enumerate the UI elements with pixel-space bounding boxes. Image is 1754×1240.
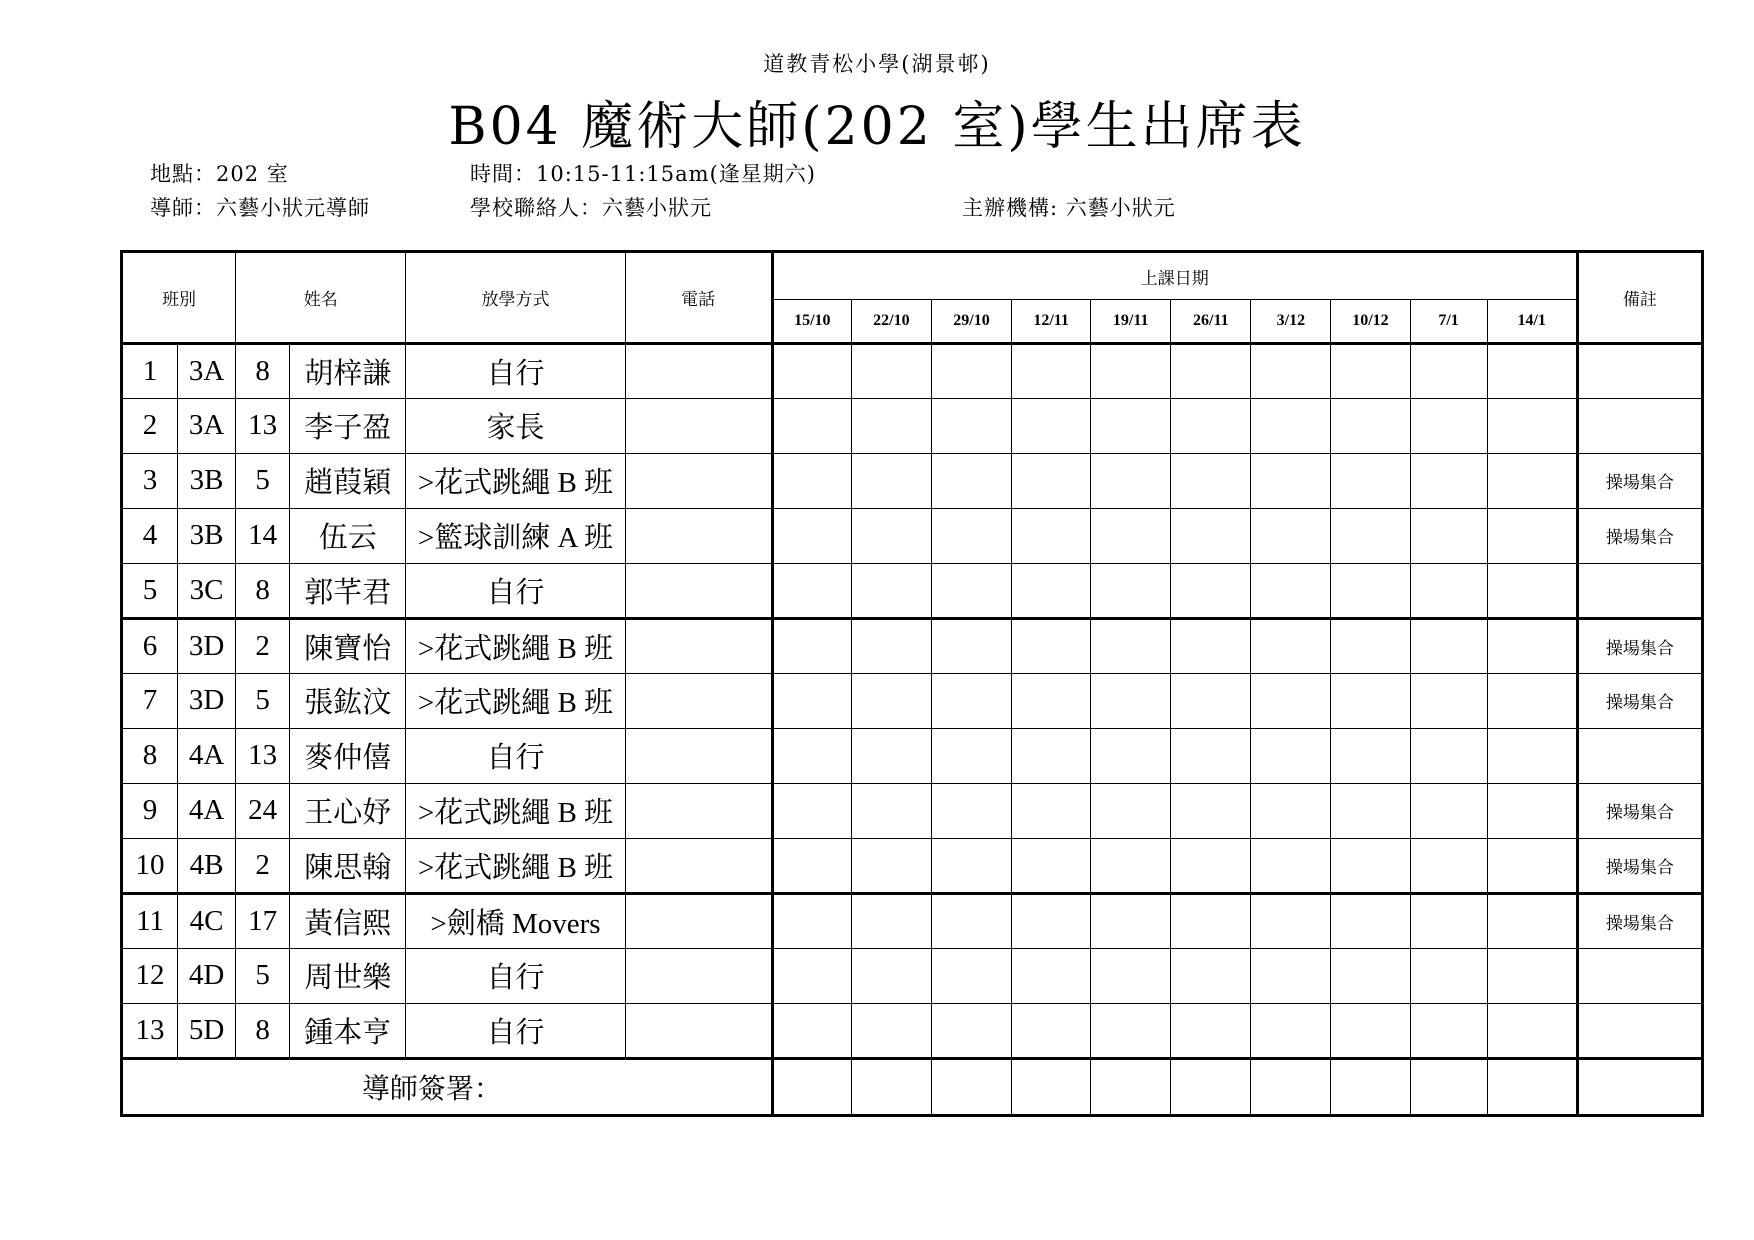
attendance-cell: [1251, 344, 1331, 399]
attendance-cell: [1331, 948, 1410, 1003]
student-class-number: 8: [236, 1003, 290, 1058]
attendance-cell: [851, 893, 931, 948]
attendance-cell: [1171, 893, 1251, 948]
attendance-cell: [1091, 508, 1171, 563]
header-class: 班別: [122, 252, 236, 344]
attendance-cell: [1012, 618, 1091, 673]
attendance-cell: [772, 563, 851, 618]
attendance-cell: [1091, 673, 1171, 728]
student-name: 張鈜汶: [290, 673, 406, 728]
attendance-cell: [931, 728, 1011, 783]
phone-cell: [625, 344, 772, 399]
remarks-cell: [1577, 344, 1702, 399]
attendance-cell: [1171, 344, 1251, 399]
attendance-cell: [772, 673, 851, 728]
attendance-cell: [1487, 838, 1577, 893]
attendance-cell: [1410, 948, 1487, 1003]
signature-remarks-cell: [1577, 1058, 1702, 1115]
student-name: 周世樂: [290, 948, 406, 1003]
student-class: 4B: [178, 838, 236, 893]
attendance-cell: [1251, 453, 1331, 508]
header-dismissal: 放學方式: [406, 252, 625, 344]
attendance-cell: [1487, 728, 1577, 783]
student-row: [122, 563, 1703, 618]
phone-cell: [625, 1003, 772, 1058]
dismissal-method: >籃球訓練 A 班: [406, 508, 625, 563]
date-header: 29/10: [931, 300, 1011, 344]
attendance-cell: [772, 893, 851, 948]
row-number: 2: [122, 398, 178, 453]
remarks-cell: [1577, 728, 1702, 783]
dismissal-method: >花式跳繩 B 班: [406, 453, 625, 508]
attendance-cell: [851, 783, 931, 838]
student-row: [122, 838, 1703, 893]
time-label: 時間：: [470, 162, 536, 186]
attendance-cell: [1331, 673, 1410, 728]
attendance-cell: [1012, 1003, 1091, 1058]
attendance-cell: [1251, 838, 1331, 893]
attendance-cell: [851, 948, 931, 1003]
attendance-cell: [772, 398, 851, 453]
row-number: 10: [122, 838, 178, 893]
attendance-cell: [931, 344, 1011, 399]
attendance-cell: [1487, 398, 1577, 453]
attendance-cell: [1487, 893, 1577, 948]
contact-value: 六藝小狀元: [602, 196, 712, 220]
attendance-cell: [1410, 398, 1487, 453]
attendance-table: [120, 250, 1704, 1117]
student-name: 陳思翰: [290, 838, 406, 893]
student-name: 胡梓謙: [290, 344, 406, 399]
phone-cell: [625, 563, 772, 618]
remarks-cell: 操場集合: [1577, 838, 1702, 893]
attendance-cell: [1410, 728, 1487, 783]
attendance-cell: [772, 728, 851, 783]
student-class-number: 17: [236, 893, 290, 948]
student-name: 麥仲僖: [290, 728, 406, 783]
attendance-cell: [931, 618, 1011, 673]
attendance-cell: [1410, 618, 1487, 673]
attendance-cell: [931, 1003, 1011, 1058]
attendance-cell: [851, 344, 931, 399]
row-number: 5: [122, 563, 178, 618]
attendance-cell: [931, 673, 1011, 728]
attendance-cell: [1012, 948, 1091, 1003]
attendance-cell: [1487, 618, 1577, 673]
phone-cell: [625, 673, 772, 728]
header-remarks: 備註: [1577, 252, 1702, 344]
row-number: 1: [122, 344, 178, 399]
date-header: 15/10: [772, 300, 851, 344]
dismissal-method: >花式跳繩 B 班: [406, 618, 625, 673]
date-header: 26/11: [1171, 300, 1251, 344]
organizer-label: 主辦機構:: [962, 196, 1059, 220]
row-number: 11: [122, 893, 178, 948]
student-class: 3B: [178, 508, 236, 563]
attendance-cell: [1091, 618, 1171, 673]
attendance-cell: [1331, 1003, 1410, 1058]
attendance-cell: [1012, 783, 1091, 838]
student-row: [122, 1003, 1703, 1058]
student-row: [122, 618, 1703, 673]
row-number: 6: [122, 618, 178, 673]
attendance-cell: [1171, 563, 1251, 618]
attendance-cell: [772, 948, 851, 1003]
attendance-cell: [1251, 618, 1331, 673]
attendance-cell: [1487, 563, 1577, 618]
contact-label: 學校聯絡人：: [470, 196, 602, 220]
attendance-cell: [1091, 398, 1171, 453]
student-row: [122, 948, 1703, 1003]
signature-cell: [851, 1058, 931, 1115]
attendance-cell: [1091, 948, 1171, 1003]
student-class: 3C: [178, 563, 236, 618]
signature-cell: [1487, 1058, 1577, 1115]
attendance-cell: [1171, 728, 1251, 783]
student-class-number: 24: [236, 783, 290, 838]
dismissal-method: >劍橋 Movers: [406, 893, 625, 948]
phone-cell: [625, 398, 772, 453]
attendance-cell: [772, 1003, 851, 1058]
date-header: 22/10: [851, 300, 931, 344]
attendance-cell: [1331, 893, 1410, 948]
row-number: 13: [122, 1003, 178, 1058]
attendance-cell: [1487, 783, 1577, 838]
signature-cell: [1171, 1058, 1251, 1115]
attendance-cell: [1012, 563, 1091, 618]
header-name: 姓名: [236, 252, 406, 344]
attendance-cell: [1331, 783, 1410, 838]
attendance-cell: [1331, 838, 1410, 893]
attendance-cell: [1410, 563, 1487, 618]
student-class-number: 5: [236, 673, 290, 728]
remarks-cell: [1577, 1003, 1702, 1058]
student-class: 4A: [178, 783, 236, 838]
header-phone: 電話: [625, 252, 772, 344]
student-row: [122, 893, 1703, 948]
attendance-cell: [1012, 673, 1091, 728]
header-row-1: [122, 252, 1703, 300]
attendance-cell: [1251, 398, 1331, 453]
dismissal-method: >花式跳繩 B 班: [406, 838, 625, 893]
attendance-cell: [931, 893, 1011, 948]
attendance-cell: [1012, 398, 1091, 453]
remarks-cell: 操場集合: [1577, 508, 1702, 563]
attendance-cell: [851, 618, 931, 673]
attendance-cell: [772, 508, 851, 563]
signature-cell: [931, 1058, 1011, 1115]
header-dates-group: 上課日期: [772, 252, 1577, 300]
phone-cell: [625, 618, 772, 673]
attendance-cell: [1012, 838, 1091, 893]
attendance-cell: [1091, 838, 1171, 893]
attendance-cell: [1251, 1003, 1331, 1058]
dismissal-method: 家長: [406, 398, 625, 453]
dismissal-method: 自行: [406, 728, 625, 783]
student-name: 鍾本亨: [290, 1003, 406, 1058]
tutor-line: [150, 192, 370, 222]
attendance-cell: [1487, 508, 1577, 563]
signature-label: 導師簽署：: [122, 1058, 773, 1115]
attendance-cell: [1251, 508, 1331, 563]
attendance-cell: [851, 508, 931, 563]
attendance-cell: [1012, 453, 1091, 508]
attendance-cell: [931, 453, 1011, 508]
dismissal-method: 自行: [406, 948, 625, 1003]
attendance-cell: [772, 838, 851, 893]
attendance-cell: [1171, 398, 1251, 453]
attendance-cell: [1091, 1003, 1171, 1058]
tutor-label: 導師：: [150, 196, 216, 220]
attendance-cell: [1331, 453, 1410, 508]
student-class: 4C: [178, 893, 236, 948]
date-header: 19/11: [1091, 300, 1171, 344]
attendance-cell: [1012, 508, 1091, 563]
attendance-cell: [851, 453, 931, 508]
student-name: 陳寶怡: [290, 618, 406, 673]
attendance-cell: [1487, 673, 1577, 728]
attendance-cell: [1171, 838, 1251, 893]
time-value: 10:15-11:15am(逢星期六): [536, 162, 816, 186]
signature-cell: [1091, 1058, 1171, 1115]
location-label: 地點：: [150, 162, 216, 186]
row-number: 3: [122, 453, 178, 508]
attendance-cell: [1171, 618, 1251, 673]
attendance-cell: [1331, 398, 1410, 453]
student-class-number: 14: [236, 508, 290, 563]
student-class: 4D: [178, 948, 236, 1003]
remarks-cell: [1577, 398, 1702, 453]
student-class-number: 13: [236, 728, 290, 783]
date-header: 7/1: [1410, 300, 1487, 344]
attendance-cell: [1091, 453, 1171, 508]
student-class: 3A: [178, 344, 236, 399]
date-header: 14/1: [1487, 300, 1577, 344]
dismissal-method: 自行: [406, 344, 625, 399]
student-row: [122, 673, 1703, 728]
student-class: 3D: [178, 673, 236, 728]
student-row: [122, 398, 1703, 453]
attendance-cell: [1410, 893, 1487, 948]
attendance-cell: [931, 783, 1011, 838]
attendance-cell: [1410, 344, 1487, 399]
student-name: 李子盈: [290, 398, 406, 453]
remarks-cell: 操場集合: [1577, 453, 1702, 508]
attendance-cell: [1331, 344, 1410, 399]
row-number: 8: [122, 728, 178, 783]
remarks-cell: [1577, 563, 1702, 618]
attendance-cell: [1410, 838, 1487, 893]
remarks-cell: 操場集合: [1577, 673, 1702, 728]
signature-cell: [1331, 1058, 1410, 1115]
attendance-cell: [1487, 948, 1577, 1003]
student-class-number: 8: [236, 563, 290, 618]
school-name: 道教青松小學(湖景邨): [763, 52, 991, 76]
attendance-cell: [1487, 344, 1577, 399]
student-class: 3A: [178, 398, 236, 453]
student-name: 王心妤: [290, 783, 406, 838]
student-name: 伍云: [290, 508, 406, 563]
student-row: [122, 508, 1703, 563]
attendance-cell: [1171, 453, 1251, 508]
attendance-cell: [1331, 563, 1410, 618]
student-class-number: 2: [236, 618, 290, 673]
contact-line: [470, 192, 712, 222]
student-class-number: 2: [236, 838, 290, 893]
time-line: [470, 158, 816, 188]
attendance-cell: [1251, 783, 1331, 838]
attendance-cell: [851, 728, 931, 783]
attendance-cell: [1251, 728, 1331, 783]
student-row: [122, 453, 1703, 508]
student-class-number: 8: [236, 344, 290, 399]
phone-cell: [625, 948, 772, 1003]
attendance-cell: [772, 453, 851, 508]
attendance-cell: [931, 948, 1011, 1003]
attendance-cell: [1410, 508, 1487, 563]
attendance-cell: [772, 783, 851, 838]
attendance-cell: [1012, 893, 1091, 948]
attendance-cell: [1331, 508, 1410, 563]
attendance-cell: [851, 1003, 931, 1058]
date-header: 12/11: [1012, 300, 1091, 344]
attendance-cell: [1091, 728, 1171, 783]
student-class-number: 5: [236, 948, 290, 1003]
row-number: 12: [122, 948, 178, 1003]
attendance-cell: [1410, 453, 1487, 508]
attendance-cell: [1251, 893, 1331, 948]
phone-cell: [625, 783, 772, 838]
location-line: [150, 158, 289, 188]
phone-cell: [625, 508, 772, 563]
attendance-table-wrap: [120, 250, 1704, 1117]
dismissal-method: >花式跳繩 B 班: [406, 783, 625, 838]
student-class: 3D: [178, 618, 236, 673]
student-class: 3B: [178, 453, 236, 508]
attendance-cell: [1331, 728, 1410, 783]
attendance-cell: [1012, 344, 1091, 399]
attendance-cell: [931, 398, 1011, 453]
student-class: 5D: [178, 1003, 236, 1058]
student-name: 趙葭穎: [290, 453, 406, 508]
attendance-cell: [1410, 673, 1487, 728]
phone-cell: [625, 838, 772, 893]
date-header: 3/12: [1251, 300, 1331, 344]
attendance-cell: [1012, 728, 1091, 783]
attendance-cell: [1091, 783, 1171, 838]
date-header: 10/12: [1331, 300, 1410, 344]
page-title: B04 魔術大師(202 室)學生出席表: [448, 97, 1306, 157]
attendance-cell: [1251, 673, 1331, 728]
student-row: [122, 783, 1703, 838]
row-number: 7: [122, 673, 178, 728]
phone-cell: [625, 893, 772, 948]
attendance-cell: [1171, 508, 1251, 563]
dismissal-method: >花式跳繩 B 班: [406, 673, 625, 728]
signature-cell: [1410, 1058, 1487, 1115]
student-class-number: 13: [236, 398, 290, 453]
dismissal-method: 自行: [406, 563, 625, 618]
attendance-cell: [772, 618, 851, 673]
attendance-cell: [1487, 1003, 1577, 1058]
dismissal-method: 自行: [406, 1003, 625, 1058]
attendance-cell: [851, 563, 931, 618]
attendance-cell: [1171, 948, 1251, 1003]
attendance-cell: [851, 838, 931, 893]
row-number: 9: [122, 783, 178, 838]
attendance-cell: [1251, 563, 1331, 618]
attendance-cell: [1171, 673, 1251, 728]
attendance-cell: [1171, 1003, 1251, 1058]
student-class: 4A: [178, 728, 236, 783]
remarks-cell: 操場集合: [1577, 783, 1702, 838]
location-value: 202 室: [216, 162, 289, 186]
organizer-value: 六藝小狀元: [1065, 196, 1176, 220]
phone-cell: [625, 453, 772, 508]
student-name: 郭芊君: [290, 563, 406, 618]
attendance-cell: [851, 673, 931, 728]
attendance-cell: [1410, 1003, 1487, 1058]
attendance-cell: [1410, 783, 1487, 838]
signature-cell: [1251, 1058, 1331, 1115]
attendance-cell: [1091, 344, 1171, 399]
attendance-cell: [1251, 948, 1331, 1003]
signature-row: [122, 1058, 1703, 1115]
organizer-line: [962, 192, 1176, 222]
attendance-cell: [1487, 453, 1577, 508]
attendance-cell: [1091, 893, 1171, 948]
attendance-cell: [1171, 783, 1251, 838]
signature-cell: [1012, 1058, 1091, 1115]
remarks-cell: [1577, 948, 1702, 1003]
tutor-value: 六藝小狀元導師: [216, 196, 370, 220]
attendance-cell: [931, 838, 1011, 893]
attendance-cell: [931, 508, 1011, 563]
student-class-number: 5: [236, 453, 290, 508]
phone-cell: [625, 728, 772, 783]
signature-cell: [772, 1058, 851, 1115]
remarks-cell: 操場集合: [1577, 618, 1702, 673]
student-row: [122, 344, 1703, 399]
row-number: 4: [122, 508, 178, 563]
attendance-cell: [851, 398, 931, 453]
attendance-cell: [931, 563, 1011, 618]
student-row: [122, 728, 1703, 783]
attendance-cell: [772, 344, 851, 399]
attendance-cell: [1331, 618, 1410, 673]
remarks-cell: 操場集合: [1577, 893, 1702, 948]
student-name: 黃信熙: [290, 893, 406, 948]
attendance-cell: [1091, 563, 1171, 618]
